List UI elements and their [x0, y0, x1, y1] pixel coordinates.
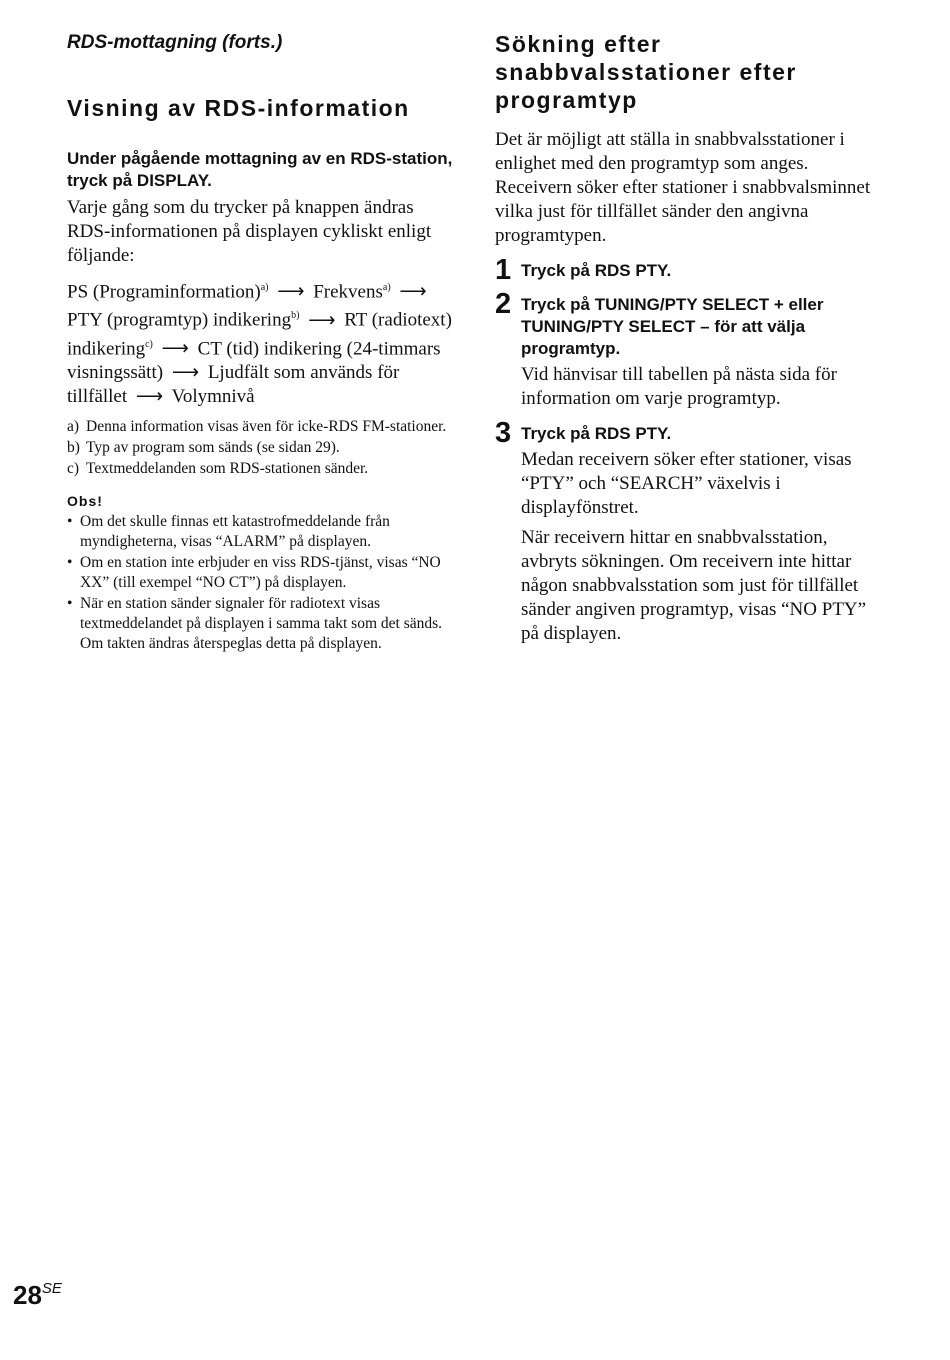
footnote-mark: c) — [67, 459, 80, 477]
step-2 — [495, 288, 885, 411]
step-number: 2 — [495, 288, 512, 320]
footnote-ref-a: a) — [260, 282, 269, 293]
footnotes — [67, 417, 457, 479]
flow-ps: PS (Programinformation) — [67, 281, 261, 303]
footnote — [67, 438, 457, 458]
footnote — [67, 459, 457, 479]
note-item: • Om en station inte erbjuder en viss RDS-tjänst, visas “NO XX” (till exempel “NO CT”) på displayen. — [67, 553, 457, 593]
intro-paragraph: Det är möjligt att ställa in snabbvalsstationer i enlighet med den programtyp som anges. Receivern söker efter stationer i snabbvalsminnet vilka just för tillfället sänder den angivna programtypen. — [495, 129, 871, 246]
arrow-right-icon: ⟶ — [277, 281, 305, 303]
footnote — [67, 417, 457, 437]
footnote-text: Textmeddelanden som RDS-stationen sänder. — [86, 459, 369, 477]
flow-ljudfalt: Ljudfält som används för tillfället — [67, 361, 400, 407]
footnote-ref-b: b) — [291, 310, 300, 322]
footnote-ref-c: c) — [145, 338, 153, 350]
footnote-mark: b) — [67, 438, 80, 456]
note-item: • Om det skulle finnas ett katastrofmeddelande från myndigheterna, visas “ALARM” på displayen. — [67, 512, 457, 552]
flow-volym: Volymnivå — [171, 385, 255, 407]
running-head: RDS-mottagning (forts.) — [67, 32, 283, 53]
instruction: Under pågående mottagning av en RDS-station, tryck på DISPLAY. — [67, 149, 453, 190]
step-number: 3 — [495, 417, 512, 449]
step-text: När receivern hittar en snabbvalsstation, avbryts sökningen. Om receivern inte hittar någon snabbvalsstation som just för tillfället sänder angiven programtyp, visas “NO PTY” på displayen. — [521, 527, 867, 644]
flow-pty: PTY (programtyp) indikering — [67, 309, 292, 331]
flow-frekvens: Frekvens — [313, 281, 383, 303]
paragraph: Varje gång som du trycker på knappen ändras RDS-informationen på displayen cykliskt enligt följande: — [67, 197, 432, 266]
footnote-text: Denna information visas även för icke-RDS FM-stationer. — [86, 417, 447, 435]
arrow-right-icon: ⟶ — [135, 385, 164, 407]
step-1 — [495, 254, 885, 286]
notes-heading: Obs! — [67, 492, 103, 509]
step-title: Tryck på TUNING/PTY SELECT + eller TUNING/PTY SELECT – för att välja programtyp. — [521, 295, 824, 358]
arrow-right-icon: ⟶ — [161, 337, 189, 359]
flow-rt: RT (radiotext) indikering — [67, 309, 452, 359]
step-text: Vid hänvisar till tabellen på nästa sida för information om varje programtyp. — [521, 364, 837, 409]
step-3 — [495, 417, 885, 646]
step-number: 1 — [495, 254, 512, 286]
section-title-pty-search: Sökning efter snabbvalsstationer efter programtyp — [495, 31, 797, 113]
page-language-suffix: SE — [41, 1280, 62, 1297]
arrow-right-icon: ⟶ — [399, 281, 427, 303]
flow-ct: CT (tid) indikering (24-timmars visningssätt) — [67, 337, 441, 383]
note-item: • När en station sänder signaler för radiotext visas textmeddelandet på displayen i samma takt som det sänds. Om takten ändras återspeglas detta på displayen. — [67, 594, 457, 654]
footnote-text: Typ av program som sänds (se sidan 29). — [86, 438, 340, 456]
page-number — [13, 1280, 62, 1311]
arrow-right-icon: ⟶ — [171, 361, 200, 383]
display-cycle-sequence — [67, 276, 457, 409]
step-title: Tryck på RDS PTY. — [521, 424, 672, 443]
footnote-mark: a) — [67, 417, 80, 435]
step-title: Tryck på RDS PTY. — [521, 261, 672, 280]
step-text: Medan receivern söker efter stationer, visas “PTY” och “SEARCH” växelvis i displayfönstret. — [521, 449, 852, 518]
page-number-value: 28 — [13, 1280, 42, 1310]
footnote-ref-a: a) — [382, 282, 391, 293]
notes-list — [67, 512, 457, 654]
arrow-right-icon: ⟶ — [308, 309, 336, 331]
left-column — [67, 30, 457, 655]
right-column — [495, 30, 885, 652]
section-title-rds-info: Visning av RDS-information — [67, 95, 410, 121]
